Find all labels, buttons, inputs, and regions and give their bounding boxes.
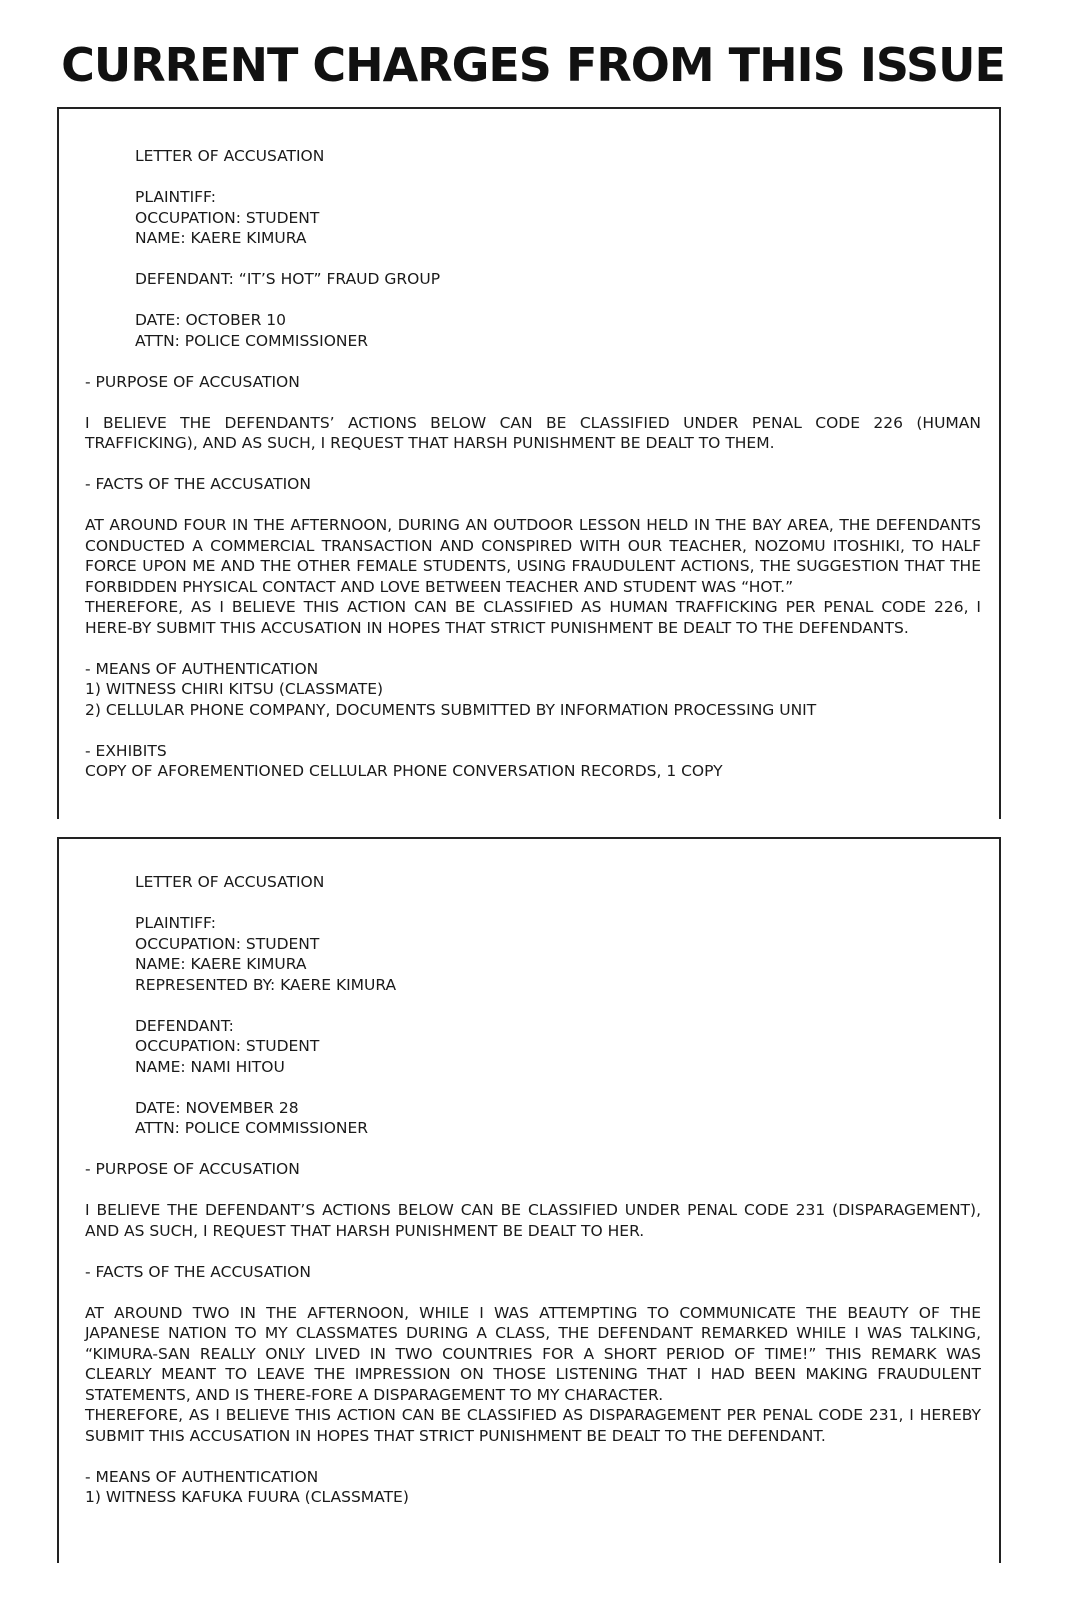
plaintiff-occupation: OCCUPATION: STUDENT [135, 208, 320, 227]
letter-heading: LETTER OF ACCUSATION [135, 873, 325, 891]
means-heading: - MEANS OF AUTHENTICATION [85, 1467, 319, 1486]
facts-heading: - FACTS OF THE ACCUSATION [85, 1262, 311, 1281]
accusation-letter-1 [57, 107, 1001, 819]
letter-attn: ATTN: POLICE COMMISSIONER [135, 1119, 369, 1137]
means-item: 2) CELLULAR PHONE COMPANY, DOCUMENTS SUBMITTED BY INFORMATION PROCESSING UNIT [85, 700, 817, 719]
means-item: 1) WITNESS KAFUKA FUURA (CLASSMATE) [85, 1488, 409, 1506]
purpose-text: I BELIEVE THE DEFENDANT’S ACTIONS BELOW CAN BE CLASSIFIED UNDER PENAL CODE 231 (DISPARAGEMENT), AND AS SUCH, I REQUEST THAT HARSH PUNISHMENT BE DEALT TO HER. [85, 1201, 981, 1240]
purpose-heading: - PURPOSE OF ACCUSATION [85, 372, 300, 391]
facts-text: AT AROUND FOUR IN THE AFTERNOON, DURING AN OUTDOOR LESSON HELD IN THE BAY AREA, THE DEFENDANTS CONDUCTED A COMMERCIAL TRANSACTION AND CONSPIRED WITH OUR TEACHER, NOZOMU ITOSHIKI, TO HALF FORCE UPON ME AND THE OTHER FEMALE STUDENTS, USING FRAUDULENT ACTIONS, THE SUGGESTION THAT THE FORBIDDEN PHYSICAL CONTACT AND LOVE BETWEEN TEACHER AND STUDENT WAS “HOT.” [85, 516, 981, 596]
letter-heading: LETTER OF ACCUSATION [135, 147, 325, 165]
plaintiff-label: PLAINTIFF: [135, 188, 216, 206]
purpose-text: I BELIEVE THE DEFENDANTS’ ACTIONS BELOW CAN BE CLASSIFIED UNDER PENAL CODE 226 (HUMAN TRAFFICKING), AND AS SUCH, I REQUEST THAT HARSH PUNISHMENT BE DEALT TO THEM. [85, 413, 981, 452]
facts-conclusion: THEREFORE, AS I BELIEVE THIS ACTION CAN BE CLASSIFIED AS HUMAN TRAFFICKING PER PENAL CODE 226, I HERE-BY SUBMIT THIS ACCUSATION IN HOPES THAT STRICT PUNISHMENT BE DEALT TO THE DEFENDANTS. [85, 598, 981, 637]
purpose-heading: - PURPOSE OF ACCUSATION [85, 1160, 300, 1178]
letter-date: DATE: OCTOBER 10 [135, 311, 287, 329]
represented-by: REPRESENTED BY: KAERE KIMURA [135, 975, 397, 994]
facts-text: AT AROUND TWO IN THE AFTERNOON, WHILE I WAS ATTEMPTING TO COMMUNICATE THE BEAUTY OF THE JAPANESE NATION TO MY CLASSMATES DURING A CLASS, THE DEFENDANT REMARKED WHILE I WAS TALKING, “KIMURA-SAN REALLY ONLY LIVED IN TWO COUNTRIES FOR A SHORT PERIOD OF TIME!” THIS REMARK WAS CLEARLY MEANT TO LEAVE THE IMPRESSION ON THOSE LISTENING THAT I HAD BEEN MAKING FRAUDULENT STATEMENTS, AND IS THERE-FORE A DISPARAGEMENT TO MY CHARACTER. [85, 1303, 981, 1404]
defendant: DEFENDANT: “IT’S HOT” FRAUD GROUP [135, 270, 441, 288]
exhibits-heading: - EXHIBITS [85, 741, 167, 760]
letter-body [85, 146, 981, 782]
means-item: 1) WITNESS CHIRI KITSU (CLASSMATE) [85, 680, 384, 698]
plaintiff-name: NAME: KAERE KIMURA [135, 229, 307, 247]
plaintiff-label: PLAINTIFF: [135, 914, 216, 932]
letter-body [85, 872, 981, 1508]
means-heading: - MEANS OF AUTHENTICATION [85, 659, 319, 678]
plaintiff-name: NAME: KAERE KIMURA [135, 955, 307, 973]
accusation-letter-2 [57, 837, 1001, 1563]
defendant-occupation: OCCUPATION: STUDENT [135, 1037, 320, 1055]
page-title: CURRENT CHARGES FROM THIS ISSUE [61, 38, 1005, 92]
facts-heading: - FACTS OF THE ACCUSATION [85, 475, 311, 493]
facts-conclusion: THEREFORE, AS I BELIEVE THIS ACTION CAN BE CLASSIFIED AS DISPARAGEMENT PER PENAL CODE 231, I HEREBY SUBMIT THIS ACCUSATION IN HOPES THAT STRICT PUNISHMENT BE DEALT TO THE DEFENDANT. [85, 1406, 981, 1445]
exhibits-text: COPY OF AFOREMENTIONED CELLULAR PHONE CONVERSATION RECORDS, 1 COPY [85, 762, 723, 780]
defendant-name: NAME: NAMI HITOU [135, 1057, 285, 1076]
plaintiff-occupation: OCCUPATION: STUDENT [135, 934, 320, 953]
defendant-label: DEFENDANT: [135, 1016, 234, 1035]
letter-attn: ATTN: POLICE COMMISSIONER [135, 331, 369, 350]
letter-date: DATE: NOVEMBER 28 [135, 1098, 299, 1117]
